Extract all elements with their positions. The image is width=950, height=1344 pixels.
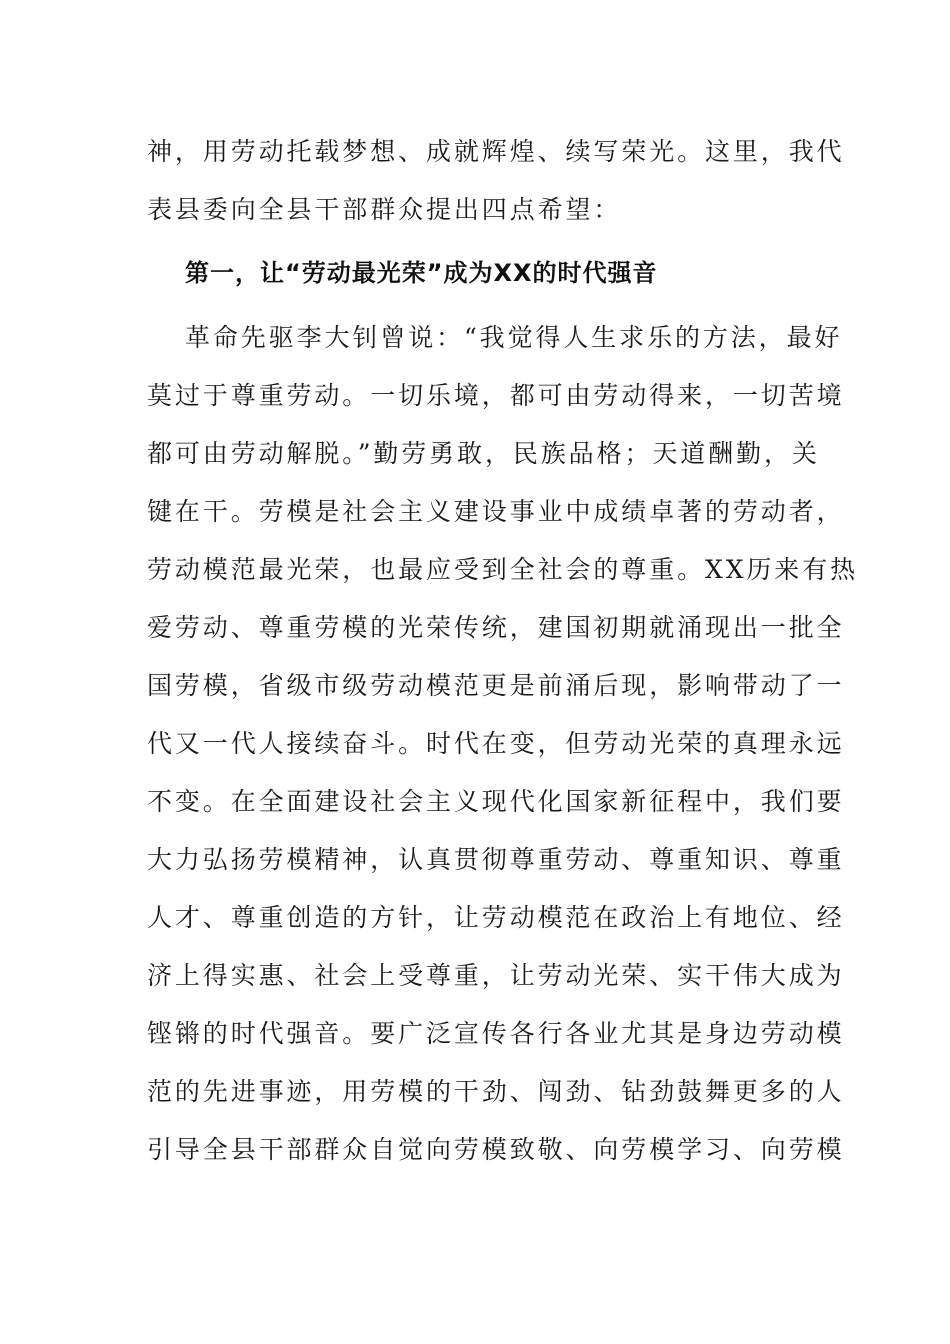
intro-line-1: 神，用劳动托载梦想、成就辉煌、续写荣光。这里，我代 [147, 137, 845, 166]
body-line-13: 铿锵的时代强音。要广泛宣传各行各业尤其是身边劳动模 [147, 1019, 845, 1048]
intro-line-2: 表县委向全县干部群众提出四点希望： [147, 195, 622, 224]
body-line-1: 革命先驱李大钊曾说：“我觉得人生求乐的方法，最好 [185, 323, 843, 352]
body-line-7: 国劳模，省级市级劳动模范更是前涌后现，影响带动了一 [147, 671, 845, 700]
body-line-12: 济上得实惠、社会上受尊重，让劳动光荣、实干伟大成为 [147, 961, 845, 990]
body-line-6: 爱劳动、尊重劳模的光荣传统，建国初期就涌现出一批全 [147, 613, 845, 642]
body-line-11: 人才、尊重创造的方针，让劳动模范在政治上有地位、经 [147, 903, 845, 932]
body-line-14: 范的先进事迹，用劳模的干劲、闯劲、钻劲鼓舞更多的人 [147, 1077, 845, 1106]
body-line-15: 引导全县干部群众自觉向劳模致敬、向劳模学习、向劳模 [147, 1135, 845, 1164]
body-line-3: 都可由劳动解脱。”勤劳勇敢，民族品格；天道酬勤，关 [147, 439, 820, 468]
body-line-9: 不变。在全面建设社会主义现代化国家新征程中，我们要 [147, 787, 845, 816]
body-line-10: 大力弘扬劳模精神，认真贯彻尊重劳动、尊重知识、尊重 [147, 845, 845, 874]
body-line-2: 莫过于尊重劳动。一切乐境，都可由劳动得来，一切苦境 [147, 381, 845, 410]
section-heading: 第一，让“劳动最光荣”成为XX的时代强音 [185, 259, 658, 287]
body-line-4: 键在干。劳模是社会主义建设事业中成绩卓著的劳动者， [147, 497, 845, 526]
body-line-5: 劳动模范最光荣，也最应受到全社会的尊重。XX历来有热 [147, 555, 858, 584]
body-line-8: 代又一代人接续奋斗。时代在变，但劳动光荣的真理永远 [147, 729, 845, 758]
